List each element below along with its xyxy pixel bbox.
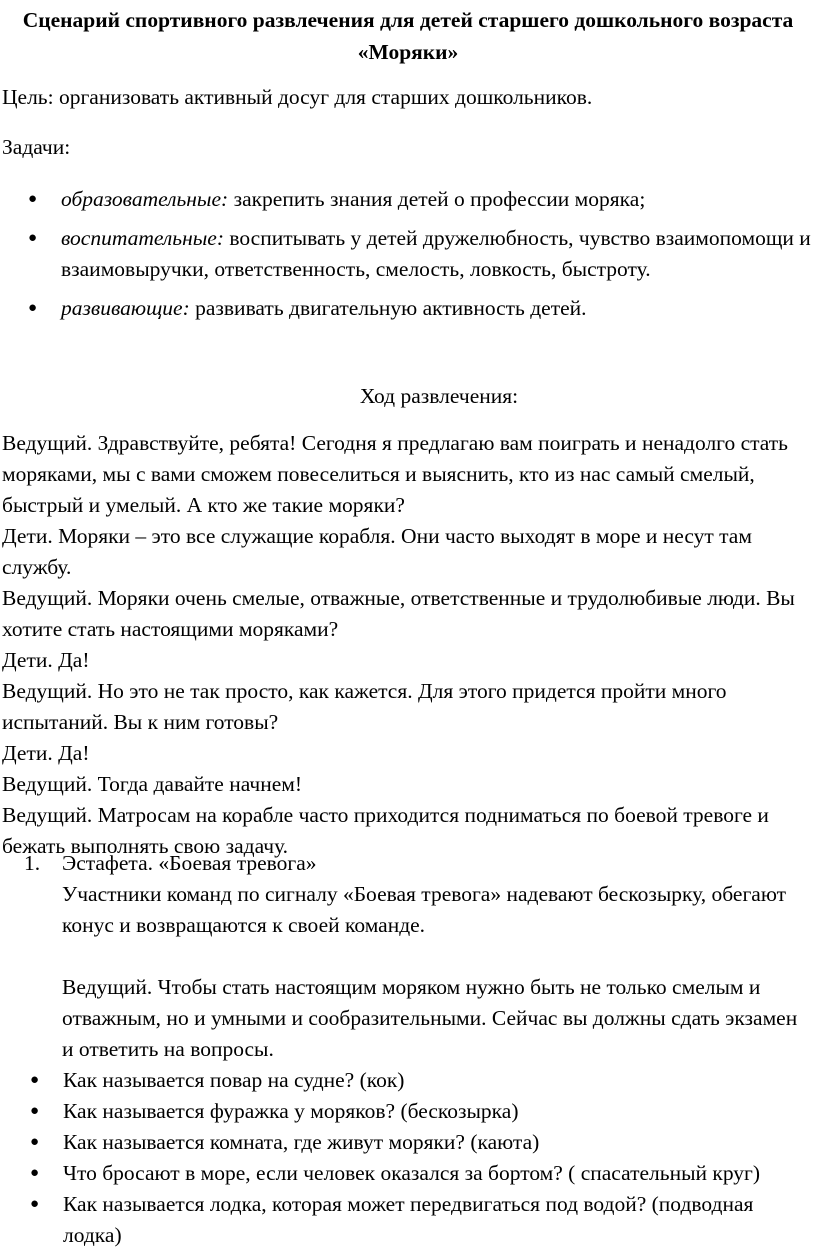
relay-section bbox=[0, 848, 816, 1251]
question-text: Что бросают в море, если человек оказался за бортом? ( спасательный круг) bbox=[63, 1161, 761, 1185]
dialog-section bbox=[2, 428, 814, 862]
list-item bbox=[0, 1158, 816, 1189]
dialog-line: Ведущий. Тогда давайте начнем! bbox=[2, 772, 303, 796]
page-title: Сценарий спортивного развлечения для детей старшего дошкольного возраста «Моряки» bbox=[22, 8, 794, 64]
bullet-icon: ● bbox=[28, 230, 38, 246]
dialog-line: Ведущий. Моряки очень смелые, отважные, ответственные и трудолюбивые люди. Вы хотите стать настоящими моряками? bbox=[2, 586, 795, 641]
relay-description: Участники команд по сигналу «Боевая тревога» надевают бескозырку, обегают конус и возвращаются к своей команде. bbox=[62, 882, 787, 937]
spacer bbox=[62, 941, 812, 972]
list-item bbox=[0, 223, 812, 285]
bullet-icon: ● bbox=[28, 191, 38, 207]
question-text: Как называется повар на судне? (кок) bbox=[63, 1068, 405, 1092]
dialog-line: Дети. Да! bbox=[2, 648, 90, 672]
list-item bbox=[0, 293, 812, 324]
dialog-line: Дети. Да! bbox=[2, 741, 90, 765]
question-text: Как называется комната, где живут моряки? (каюта) bbox=[63, 1130, 540, 1154]
dialog-line: Ведущий. Матросам на корабле часто приходится подниматься по боевой тревоге и бежать выполнять свою задачу. bbox=[2, 803, 769, 858]
list-item bbox=[0, 1096, 816, 1127]
bullet-icon: ● bbox=[28, 300, 38, 316]
task-term: воспитательные: bbox=[61, 226, 225, 250]
question-text: Как называется фуражка у моряков? (бескозырка) bbox=[63, 1099, 519, 1123]
task-term: образовательные: bbox=[61, 187, 229, 211]
section-heading: Ход развлечения: bbox=[359, 384, 519, 408]
host-text: Ведущий. Чтобы стать настоящим моряком нужно быть не только смелым и отважным, но и умными и сообразительными. Сейчас вы должны сдать экзамен и ответить на вопросы. bbox=[62, 975, 798, 1061]
dialog-line: Дети. Моряки – это все служащие корабля. Они часто выходят в море и несут там службу. bbox=[2, 524, 752, 579]
relay-number: 1. bbox=[24, 851, 41, 875]
list-item bbox=[0, 1189, 816, 1251]
bullet-icon: ● bbox=[30, 1134, 40, 1150]
bullet-icon: ● bbox=[30, 1072, 40, 1088]
tasks-list bbox=[0, 184, 812, 332]
bullet-icon: ● bbox=[30, 1196, 40, 1212]
list-item bbox=[0, 184, 812, 215]
task-text: воспитывать у детей дружелюбность, чувство взаимопомощи и взаимовыручки, ответственность, смелость, ловкость, быстроту. bbox=[61, 226, 811, 281]
tasks-label: Задачи: bbox=[2, 135, 71, 159]
relay-content bbox=[62, 848, 812, 1065]
list-item bbox=[0, 1065, 816, 1096]
dialog-line: Ведущий. Но это не так просто, как кажется. Для этого придется пройти много испытаний. Вы к ним готовы? bbox=[2, 679, 727, 734]
questions-list bbox=[0, 1065, 816, 1251]
task-text: развивать двигательную активность детей. bbox=[189, 296, 587, 320]
goal-paragraph: Цель: организовать активный досуг для старших дошкольников. bbox=[2, 85, 593, 109]
task-term: развивающие: bbox=[61, 296, 190, 320]
bullet-icon: ● bbox=[30, 1165, 40, 1181]
relay-title: Эстафета. «Боевая тревога» bbox=[62, 851, 317, 875]
dialog-line: Ведущий. Здравствуйте, ребята! Сегодня я предлагаю вам поиграть и ненадолго стать моряками, мы с вами сможем повеселиться и выяснить, кто из нас самый смелый, быстрый и умелый. А кто же такие моряки? bbox=[2, 431, 788, 517]
bullet-icon: ● bbox=[30, 1103, 40, 1119]
list-item bbox=[0, 1127, 816, 1158]
question-text: Как называется лодка, которая может передвигаться под водой? (подводная лодка) bbox=[63, 1192, 754, 1247]
task-text: закрепить знания детей о профессии моряка; bbox=[228, 187, 646, 211]
